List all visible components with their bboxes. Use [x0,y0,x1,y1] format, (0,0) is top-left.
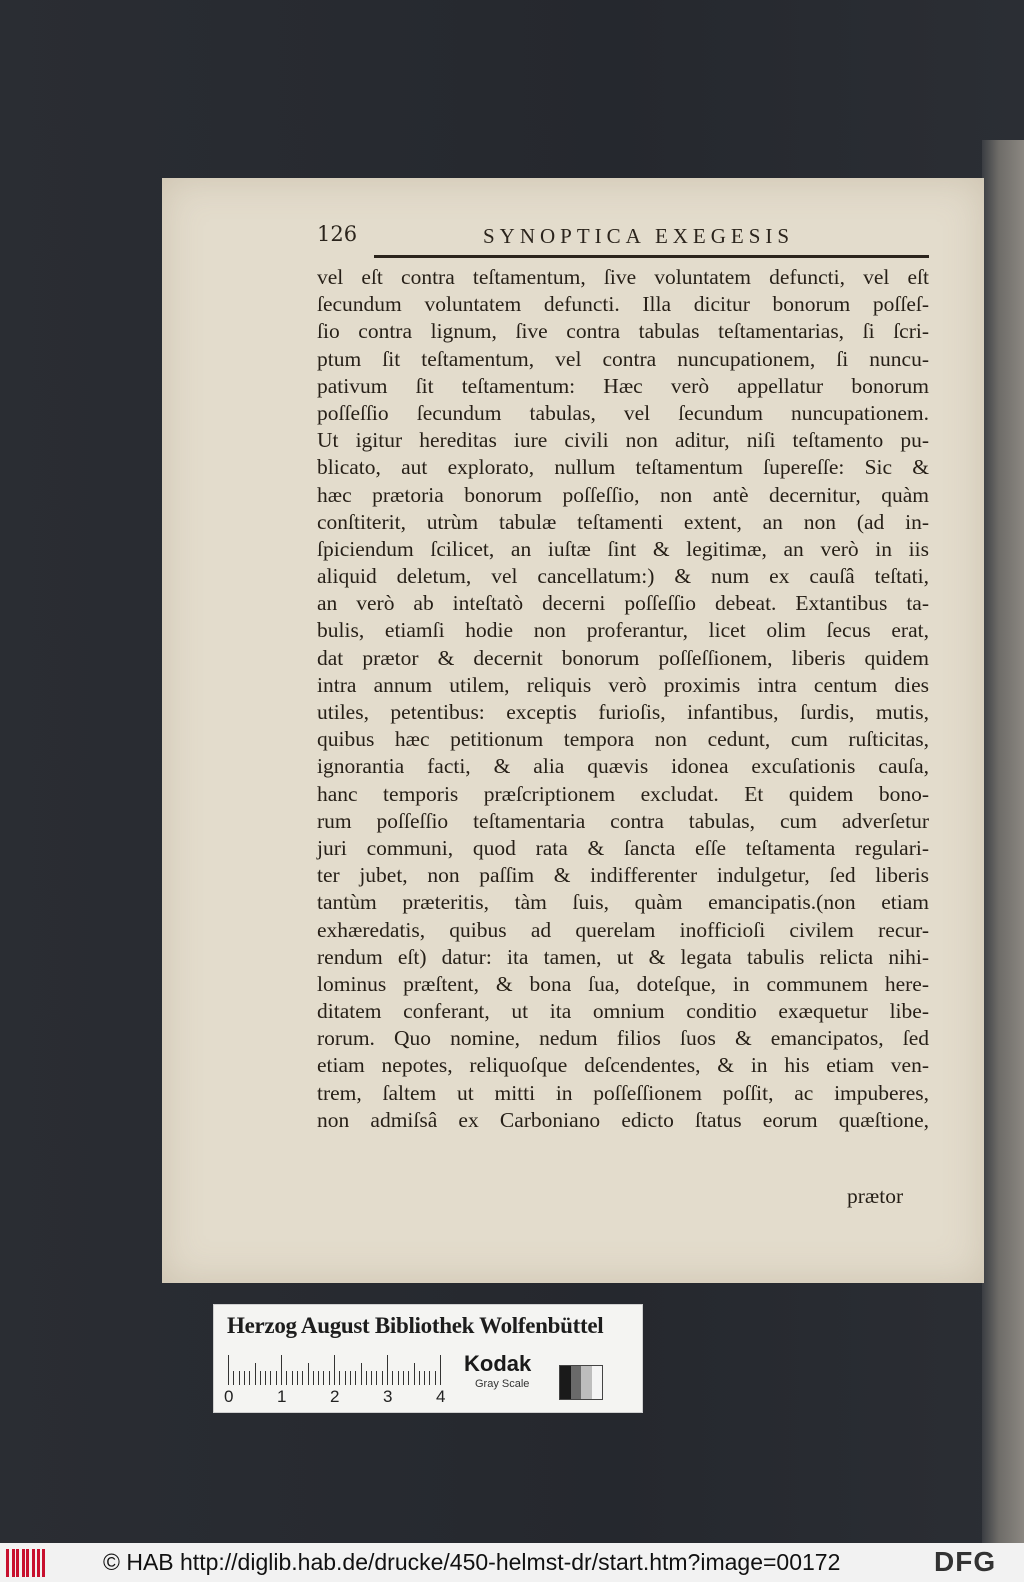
ruler-tick [398,1371,399,1385]
ruler-tick [276,1371,277,1385]
ruler-tick [292,1371,293,1385]
ruler-tick [260,1371,261,1385]
color-calibration-card [213,1304,643,1413]
ruler-tick [355,1371,356,1385]
institution-name: Herzog August Bibliothek Wolfenbüttel [227,1313,604,1338]
ruler-tick [414,1363,415,1385]
text-line: exhæredatis, quibus ad querelam inofficioſi civilem recur- [317,917,929,942]
ruler-tick [228,1355,229,1385]
ruler-tick [313,1371,314,1385]
body-text [317,264,929,1134]
footer-bar [0,1543,1024,1582]
text-line: vel eſt contra teſtamentum, ſive voluntatem defuncti, vel eſt [317,265,929,289]
gray-swatch-patch [592,1366,603,1399]
ruler-tick [435,1371,436,1385]
book-page [162,178,984,1283]
ruler-tick [345,1371,346,1385]
barcode-bar [37,1549,40,1577]
page-number: 126 [317,222,358,246]
ruler-tick [382,1371,383,1385]
dfg-logo: DFG [934,1546,997,1577]
ruler-tick [239,1371,240,1385]
ruler-number: 2 [330,1387,340,1406]
ruler-tick [323,1371,324,1385]
text-line: dat prætor & decernit bonorum poſſeſſionem, liberis quidem [317,645,929,670]
ruler-tick [233,1371,234,1385]
text-line: conſtiterit, utrùm tabulæ teſtamenti extent, an non (ad in- [317,509,929,534]
text-line: tantùm præteritis, tàm ſuis, quàm emancipatis.(non etiam [317,890,929,915]
ruler-tick [318,1371,319,1385]
text-line: aliquid deletum, vel cancellatum:) & num ex cauſâ teſtati, [317,564,929,589]
ruler-number: 3 [383,1387,393,1406]
text-line: rorum. Quo nomine, nedum filios ſuos & emancipatos, ſed [317,1026,929,1051]
text-line: lominus præſtent, & bona ſua, doteſque, in communem here- [317,971,929,996]
ruler-tick [286,1371,287,1385]
ruler-tick [366,1371,367,1385]
gray-swatch-patch [581,1366,592,1399]
text-line: rum poſſeſſio teſtamentaria contra tabulas, cum adverſetur [317,808,929,833]
barcode-logo-icon [6,1549,48,1577]
ruler-tick [408,1371,409,1385]
ruler-tick [361,1363,362,1385]
ruler-tick [302,1371,303,1385]
running-title: SYNOPTICA EXEGESIS [483,224,795,248]
barcode-bar [16,1549,19,1577]
ruler-tick [329,1371,330,1385]
text-line: ptum ſit teſtamentum, vel contra nuncupationem, ſi nuncu- [317,346,929,371]
ruler-tick [371,1371,372,1385]
header-rule [374,255,929,258]
gray-swatch-patch [571,1366,582,1399]
text-line: intra annum utilem, reliquis verò proximis intra centum dies [317,672,929,697]
ruler-tick [376,1371,377,1385]
barcode-bar [6,1549,9,1577]
catchword: prætor [847,1184,904,1208]
text-line: etiam nepotes, reliquoſque deſcendentes, & in his etiam ven- [317,1053,929,1078]
text-line: blicato, aut explorato, nullum teſtamentum ſupereſſe: Sic & [317,455,929,480]
barcode-bar [12,1549,15,1577]
ruler-tick [392,1371,393,1385]
adjacent-page-edge [982,140,1024,1543]
ruler-tick [403,1371,404,1385]
ruler-tick [281,1355,282,1385]
measurement-ruler [228,1355,446,1385]
page-header [317,218,929,258]
text-line: quibus hæc petitionum tempora non cedunt, cum ruſticitas, [317,727,929,752]
text-line: non admiſsâ ex Carboniano edicto ſtatus eorum quæſtione, [317,1107,929,1132]
text-line: hæc prætoria bonorum poſſeſſio, non antè decernitur, quàm [317,482,929,507]
ruler-tick [308,1363,309,1385]
text-line: bulis, etiamſi hodie non proferantur, licet olim ſecus erat, [317,618,929,643]
text-line: ditatem conferant, ut ita omnium conditio exæquetur libe- [317,999,929,1024]
text-line: ignorantia facti, & alia quævis idonea excuſationis cauſa, [317,754,929,779]
gray-scale-swatch [559,1365,603,1400]
text-line: an verò ab inteſtatò decerni poſſeſſio debeat. Extantibus ta- [317,591,929,616]
ruler-tick [255,1363,256,1385]
ruler-tick [297,1371,298,1385]
text-line: Ut igitur hereditas iure civili non aditur, niſi teſtamento pu- [317,428,929,453]
text-line: ſecundum voluntatem defuncti. Illa dicitur bonorum poſſeſ- [317,292,929,317]
ruler-tick [387,1355,388,1385]
text-line: juri communi, quod rata & ſancta eſſe teſtamenta regulari- [317,835,929,860]
ruler-tick [440,1355,441,1385]
text-line: ſio contra lignum, ſive contra tabulas teſtamentarias, ſi ſcri- [317,319,929,344]
barcode-bar [22,1549,25,1577]
text-line: hanc temporis præſcriptionem excludat. Et quidem bono- [317,781,929,806]
text-line: trem, ſaltem ut mitti in poſſeſſionem poſſit, ac impuberes, [317,1080,929,1105]
ruler-tick [244,1371,245,1385]
ruler-tick [249,1371,250,1385]
text-line: ſpiciendum ſcilicet, an iuſtæ ſint & legitimæ, an verò in iis [317,536,929,561]
ruler-tick [334,1355,335,1385]
text-line: ter jubet, non paſſim & indifferenter indulgetur, ſed liberis [317,863,929,888]
barcode-bar [32,1549,35,1577]
footer-credit-link[interactable]: © HAB http://diglib.hab.de/drucke/450-helmst-dr/start.htm?image=00172 [103,1549,841,1575]
gray-scale-label: Gray Scale [475,1378,530,1390]
gray-swatch-patch [560,1366,571,1399]
text-line: rendum eſt) datur: ita tamen, ut & legata tabulis relicta nihi- [317,944,929,969]
ruler-number: 4 [436,1387,446,1406]
kodak-logo: Kodak [464,1351,532,1376]
text-line: pativum ſit teſtamentum: Hæc verò appellatur bonorum [317,373,929,398]
ruler-tick [419,1371,420,1385]
ruler-tick [350,1371,351,1385]
ruler-tick [429,1371,430,1385]
ruler-number: 1 [277,1387,287,1406]
ruler-tick [339,1371,340,1385]
ruler-tick [424,1371,425,1385]
text-line: poſſeſſio ſecundum tabulas, vel ſecundum nuncupationem. [317,400,929,425]
barcode-bar [42,1549,45,1577]
ruler-tick [265,1371,266,1385]
text-line: utiles, petentibus: exceptis furioſis, infantibus, ſurdis, mutis, [317,700,929,724]
ruler-tick [270,1371,271,1385]
ruler-number: 0 [224,1387,234,1406]
barcode-bar [26,1549,29,1577]
